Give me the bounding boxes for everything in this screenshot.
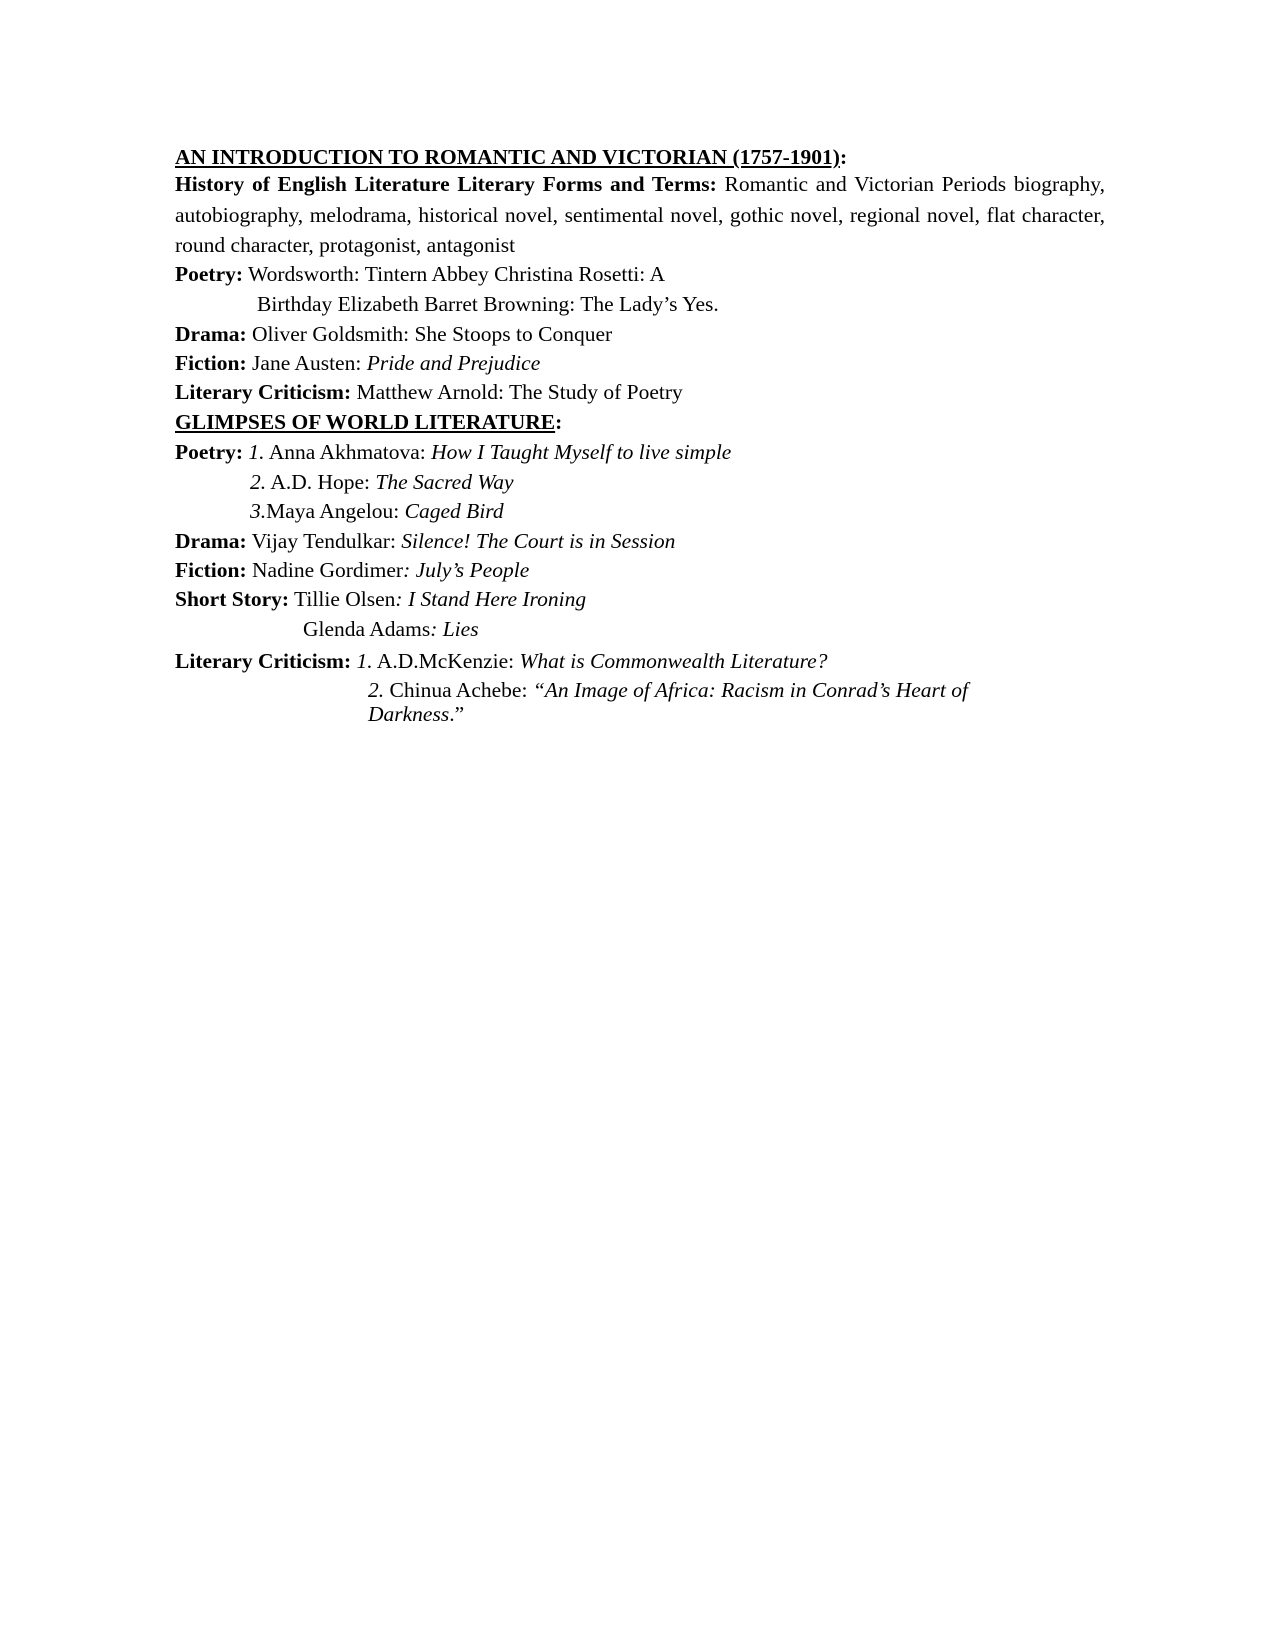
criticism-item-author: A.D.McKenzie: xyxy=(372,649,520,673)
section-heading-romantic-victorian xyxy=(175,143,847,171)
short-story-author: Glenda Adams xyxy=(303,617,431,641)
short-story-line-1 xyxy=(175,585,586,613)
poetry-item-author: Maya Angelou: xyxy=(266,499,405,523)
world-drama-label: Drama: xyxy=(175,529,247,553)
poetry-item-author: Anna Akhmatova: xyxy=(264,440,432,464)
criticism-line xyxy=(175,378,683,406)
world-fiction-label: Fiction: xyxy=(175,558,247,582)
short-story-title: : Lies xyxy=(430,617,479,641)
short-story-title: : I Stand Here Ironing xyxy=(395,587,587,611)
poetry-label: Poetry: xyxy=(175,262,244,286)
poetry-text-1: Wordsworth: Tintern Abbey Christina Rosetti: A xyxy=(243,262,665,286)
history-text: Romantic and Victorian Periods biography, autobiography, melodrama, historical novel, sentimental novel, gothic novel, regional novel, flat character, round character, protagonist, antagonist xyxy=(175,172,1105,257)
criticism-item-author: Chinua Achebe: xyxy=(384,678,533,702)
world-fiction-line xyxy=(175,556,529,584)
history-paragraph xyxy=(175,169,1105,261)
fiction-label: Fiction: xyxy=(175,351,247,375)
poetry-text-2: Birthday Elizabeth Barret Browning: The Lady’s Yes. xyxy=(257,292,719,316)
poetry-line-1 xyxy=(175,260,665,288)
heading-colon: : xyxy=(839,145,848,169)
fiction-title: Pride and Prejudice xyxy=(366,351,541,375)
criticism-item-number: 2. xyxy=(368,678,385,702)
criticism-item-title: “An Image of Africa: Racism in Conrad’s Heart of xyxy=(532,678,968,702)
heading-colon: : xyxy=(555,410,563,434)
poetry-item-number: 1. xyxy=(243,440,265,464)
criticism-item-end: .” xyxy=(449,702,465,726)
world-fiction-title: : July’s People xyxy=(403,558,530,582)
poetry-item-number: 3. xyxy=(250,499,267,523)
world-criticism-label: Literary Criticism: xyxy=(175,649,352,673)
world-poetry-line-3 xyxy=(250,497,504,525)
short-story-line-2 xyxy=(303,615,479,643)
criticism-item-title-cont: Darkness xyxy=(368,702,450,726)
drama-text: Oliver Goldsmith: She Stoops to Conquer xyxy=(246,322,613,346)
poetry-item-title: Caged Bird xyxy=(404,499,504,523)
poetry-item-author: A.D. Hope: xyxy=(266,470,376,494)
world-criticism-line-1 xyxy=(175,647,827,675)
world-fiction-author: Nadine Gordimer xyxy=(246,558,404,582)
world-criticism-line-3 xyxy=(368,700,464,728)
heading-text: GLIMPSES OF WORLD LITERATURE xyxy=(175,410,556,434)
criticism-text: Matthew Arnold: The Study of Poetry xyxy=(351,380,683,404)
world-poetry-line-2 xyxy=(250,468,514,496)
poetry-item-title: The Sacred Way xyxy=(375,470,514,494)
criticism-item-title: What is Commonwealth Literature? xyxy=(519,649,828,673)
criticism-label: Literary Criticism: xyxy=(175,380,352,404)
fiction-author: Jane Austen: xyxy=(246,351,367,375)
world-drama-author: Vijay Tendulkar: xyxy=(246,529,402,553)
drama-line xyxy=(175,320,612,348)
world-drama-title: Silence! The Court is in Session xyxy=(401,529,676,553)
fiction-line xyxy=(175,349,540,377)
poetry-line-2 xyxy=(257,290,719,318)
poetry-item-title: How I Taught Myself to live simple xyxy=(431,440,732,464)
world-poetry-line-1 xyxy=(175,438,731,466)
poetry-item-number: 2. xyxy=(250,470,267,494)
section-heading-world-literature xyxy=(175,408,562,436)
short-story-author: Tillie Olsen xyxy=(289,587,396,611)
short-story-label: Short Story: xyxy=(175,587,290,611)
history-label: History of English Literature Literary Forms and Terms: xyxy=(175,172,717,196)
criticism-item-number: 1. xyxy=(351,649,373,673)
world-drama-line xyxy=(175,527,675,555)
world-poetry-label: Poetry: xyxy=(175,440,244,464)
drama-label: Drama: xyxy=(175,322,247,346)
heading-text: AN INTRODUCTION TO ROMANTIC AND VICTORIAN (1757-1901) xyxy=(175,145,840,169)
